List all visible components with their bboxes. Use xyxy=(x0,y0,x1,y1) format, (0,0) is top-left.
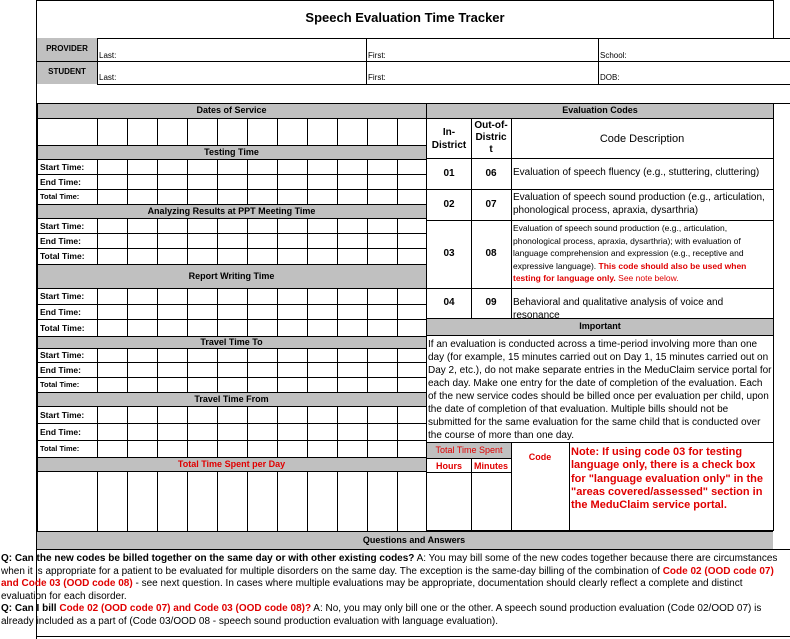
qa-header: Questions and Answers xyxy=(362,535,466,545)
time-cell[interactable] xyxy=(278,249,307,264)
time-cell[interactable] xyxy=(188,441,217,457)
row-label-start: Start Time: xyxy=(40,350,85,360)
code-description xyxy=(513,222,772,285)
page-title: Speech Evaluation Time Tracker xyxy=(305,10,505,25)
time-cell[interactable] xyxy=(98,378,127,392)
col-out-district: Out-of- Distric t xyxy=(474,120,508,155)
time-cell[interactable] xyxy=(158,349,187,362)
time-cell[interactable] xyxy=(278,160,307,174)
time-cell[interactable] xyxy=(368,441,397,457)
important-header: Important xyxy=(579,321,621,331)
time-cell[interactable] xyxy=(218,289,247,304)
code-description: Evaluation of speech sound production (e.g., articulation, phonological process, apraxia, dysarthria) xyxy=(513,192,765,216)
time-cell[interactable] xyxy=(98,289,127,304)
report-writing-header: Report Writing Time xyxy=(188,271,275,281)
row-label-total: Total Time: xyxy=(40,379,80,389)
code-description: Behavioral and qualitative analysis of voice and resonance xyxy=(513,297,724,321)
time-cell[interactable] xyxy=(218,219,247,233)
time-cell[interactable] xyxy=(218,305,247,319)
time-cell[interactable] xyxy=(308,424,337,440)
time-cell[interactable] xyxy=(188,424,217,440)
grid-line xyxy=(367,118,368,145)
time-cell[interactable] xyxy=(248,363,277,377)
time-cell[interactable] xyxy=(158,190,187,204)
row-label-end: End Time: xyxy=(40,176,81,187)
time-cell[interactable] xyxy=(368,219,397,233)
grid-line xyxy=(217,471,218,531)
time-cell[interactable] xyxy=(308,289,337,304)
time-cell[interactable] xyxy=(248,378,277,392)
student-first-field[interactable]: First: xyxy=(368,73,386,82)
grid-line xyxy=(307,471,308,531)
time-cell[interactable] xyxy=(308,234,337,248)
time-cell[interactable] xyxy=(188,407,217,423)
time-cell[interactable] xyxy=(278,407,307,423)
grid-line xyxy=(397,471,398,531)
grid-line xyxy=(37,104,38,532)
student-last-field[interactable]: Last: xyxy=(99,73,117,82)
code-out-district: 09 xyxy=(485,297,497,308)
time-cell[interactable] xyxy=(128,234,157,248)
time-cell[interactable] xyxy=(128,249,157,264)
time-cell[interactable] xyxy=(98,363,127,377)
time-cell[interactable] xyxy=(188,160,217,174)
grid-line xyxy=(397,233,398,248)
time-cell[interactable] xyxy=(188,305,217,319)
time-cell[interactable] xyxy=(368,320,397,336)
grid-line xyxy=(426,288,773,289)
time-cell[interactable] xyxy=(218,160,247,174)
grid-line xyxy=(37,204,426,205)
grid-line xyxy=(367,471,368,531)
time-cell[interactable] xyxy=(308,378,337,392)
time-cell[interactable] xyxy=(278,320,307,336)
time-cell[interactable] xyxy=(338,407,367,423)
time-cell[interactable] xyxy=(368,363,397,377)
total-spent-header: Total Time Spent per Day xyxy=(177,459,286,469)
time-cell[interactable] xyxy=(338,441,367,457)
grid-line xyxy=(397,440,398,457)
time-cell[interactable] xyxy=(98,320,127,336)
time-cell[interactable] xyxy=(98,219,127,233)
analyzing-header: Analyzing Results at PPT Meeting Time xyxy=(147,206,316,216)
grid-line xyxy=(157,471,158,531)
time-cell[interactable] xyxy=(158,305,187,319)
time-cell[interactable] xyxy=(338,363,367,377)
grid-line xyxy=(397,174,398,189)
time-cell[interactable] xyxy=(248,305,277,319)
time-cell[interactable] xyxy=(98,175,127,189)
grid-line xyxy=(397,159,398,174)
time-cell[interactable] xyxy=(278,289,307,304)
provider-first-field[interactable]: First: xyxy=(368,51,386,60)
grid-line xyxy=(397,406,398,423)
time-cell[interactable] xyxy=(308,305,337,319)
a2-text: A: No, you may only bill one or the other. A speech sound production evaluation (Code 02/OOD 07) is already included as a part of (Code 03/OOD 08 - speech sound production evaluation with language evaluation). xyxy=(1,603,762,627)
a1-red-text: Code 02 (OOD code 07) and Code 03 (OOD code 08) xyxy=(1,565,774,589)
travel-to-header: Travel Time To xyxy=(200,337,263,347)
time-cell[interactable] xyxy=(338,349,367,362)
form-page xyxy=(1,0,790,639)
dates-of-service-header: Dates of Service xyxy=(196,105,267,115)
grid-line xyxy=(277,471,278,531)
time-cell[interactable] xyxy=(368,378,397,392)
time-cell[interactable] xyxy=(308,249,337,264)
time-cell[interactable] xyxy=(248,175,277,189)
time-cell[interactable] xyxy=(248,219,277,233)
time-cell[interactable] xyxy=(158,378,187,392)
time-cell[interactable] xyxy=(368,234,397,248)
time-cell[interactable] xyxy=(158,219,187,233)
grid-line xyxy=(397,248,398,264)
total-time-spent-label: Total Time Spent xyxy=(435,445,503,455)
code-in-district: 04 xyxy=(443,297,455,308)
a1-text-a: A: You may bill some of the new codes together because there are circumstances when it is appropriate for a patient to be evaluated for multiple disorders on the same day. The exception is the same-day billing of the combination of xyxy=(1,553,778,577)
evaluation-codes-header: Evaluation Codes xyxy=(562,105,638,115)
time-cell[interactable] xyxy=(98,349,127,362)
time-cell[interactable] xyxy=(278,441,307,457)
time-cell[interactable] xyxy=(338,305,367,319)
time-cell[interactable] xyxy=(188,190,217,204)
time-cell[interactable] xyxy=(128,190,157,204)
important-text: If an evaluation is conducted across a time-period involving more than one day (for example, 15 minutes carried out on Day 1, 15 minutes carried out on Day 2, etc.), do not make separate entries in the MeduClaim service portal for each day. Make one entry for the date of completion of the evaluation. Each of the new service codes should be billed once per evaluation per child, upon the date of completion of that evaluation. Multiple bills should not be submitted for the same evaluation for the same child that is conducted over the course of more than one day. xyxy=(428,339,772,441)
time-cell[interactable] xyxy=(98,305,127,319)
time-cell[interactable] xyxy=(248,320,277,336)
code-in-district: 01 xyxy=(443,167,455,179)
grid-line xyxy=(337,471,338,531)
a1-text-b: - see next question. In cases where multiple evaluations may be appropriate, documentation should clearly reflect a complete and distinct evaluation for each disorder. xyxy=(1,578,743,602)
col-in-district: In- District xyxy=(431,127,467,151)
time-cell[interactable] xyxy=(158,175,187,189)
time-cell[interactable] xyxy=(338,320,367,336)
grid-line xyxy=(97,118,98,145)
time-cell[interactable] xyxy=(218,349,247,362)
grid-line xyxy=(397,377,398,392)
row-label-end: End Time: xyxy=(40,364,81,375)
time-cell[interactable] xyxy=(248,407,277,423)
time-cell[interactable] xyxy=(248,249,277,264)
grid-line xyxy=(37,392,426,393)
grid-line xyxy=(37,336,426,337)
q2-text-a: Q: Can I bill xyxy=(1,603,60,614)
grid-line xyxy=(187,118,188,145)
time-cell[interactable] xyxy=(368,349,397,362)
time-cell[interactable] xyxy=(218,441,247,457)
time-cell[interactable] xyxy=(338,175,367,189)
time-cell[interactable] xyxy=(128,289,157,304)
time-cell[interactable] xyxy=(188,349,217,362)
grid-line xyxy=(277,118,278,145)
provider-label: PROVIDER xyxy=(46,44,88,53)
qa-question-1 xyxy=(1,553,786,603)
time-cell[interactable] xyxy=(278,219,307,233)
time-cell[interactable] xyxy=(338,289,367,304)
student-label: STUDENT xyxy=(48,67,86,76)
grid-line xyxy=(127,471,128,531)
time-cell[interactable] xyxy=(368,175,397,189)
time-cell[interactable] xyxy=(218,363,247,377)
grid-line xyxy=(247,471,248,531)
grid-line xyxy=(187,471,188,531)
grid-line xyxy=(37,145,426,146)
col-code-description: Code Description xyxy=(599,133,685,145)
row-label-end: End Time: xyxy=(40,235,81,246)
time-cell[interactable] xyxy=(158,160,187,174)
time-cell[interactable] xyxy=(338,249,367,264)
time-cell[interactable] xyxy=(308,363,337,377)
time-cell[interactable] xyxy=(368,249,397,264)
row-label-total: Total Time: xyxy=(40,443,80,453)
time-cell[interactable] xyxy=(188,363,217,377)
time-cell[interactable] xyxy=(128,349,157,362)
time-cell[interactable] xyxy=(368,160,397,174)
time-cell[interactable] xyxy=(248,349,277,362)
time-cell[interactable] xyxy=(98,441,127,457)
time-cell[interactable] xyxy=(128,175,157,189)
time-cell[interactable] xyxy=(188,175,217,189)
time-cell[interactable] xyxy=(128,305,157,319)
time-cell[interactable] xyxy=(98,407,127,423)
time-cell[interactable] xyxy=(278,378,307,392)
row-label-start: Start Time: xyxy=(40,161,85,172)
time-cell[interactable] xyxy=(218,175,247,189)
time-cell[interactable] xyxy=(248,441,277,457)
testing-time-header: Testing Time xyxy=(204,147,259,157)
note-text: Note: If using code 03 for testing language only, there is a check box for "language evaluation only" in the "areas covered/assessed" section in the MeduClaim service portal. xyxy=(571,446,763,512)
time-cell[interactable] xyxy=(338,234,367,248)
student-dob-field[interactable]: DOB: xyxy=(600,73,620,82)
time-cell[interactable] xyxy=(218,424,247,440)
code-label: Code xyxy=(528,452,552,462)
time-cell[interactable] xyxy=(128,320,157,336)
time-cell[interactable] xyxy=(218,190,247,204)
row-label-start: Start Time: xyxy=(40,291,85,301)
time-cell[interactable] xyxy=(338,378,367,392)
time-cell[interactable] xyxy=(188,219,217,233)
time-cell[interactable] xyxy=(248,160,277,174)
time-cell[interactable] xyxy=(128,407,157,423)
grid-line xyxy=(397,304,398,319)
q2-red-text: Code 02 (OOD code 07) and Code 03 (OOD code 08)? xyxy=(59,603,312,614)
time-cell[interactable] xyxy=(188,378,217,392)
time-cell[interactable] xyxy=(338,160,367,174)
time-cell[interactable] xyxy=(128,441,157,457)
time-cell[interactable] xyxy=(368,305,397,319)
provider-last-field[interactable]: Last: xyxy=(99,51,117,60)
grid-line xyxy=(157,118,158,145)
time-cell[interactable] xyxy=(278,349,307,362)
time-cell[interactable] xyxy=(308,160,337,174)
grid-line xyxy=(426,189,773,190)
grid-line xyxy=(337,118,338,145)
grid-line xyxy=(397,319,398,336)
time-cell[interactable] xyxy=(158,407,187,423)
qa-question-2 xyxy=(1,603,786,628)
minutes-label: Minutes xyxy=(473,461,508,471)
code-description-see-note: See note below. xyxy=(615,273,679,283)
time-cell[interactable] xyxy=(158,234,187,248)
time-cell[interactable] xyxy=(188,249,217,264)
code-description-note: This code should also be used when testing for language only. xyxy=(513,260,747,283)
grid-line xyxy=(97,471,98,531)
time-cell[interactable] xyxy=(158,320,187,336)
code-out-district: 08 xyxy=(485,248,497,259)
time-cell[interactable] xyxy=(278,190,307,204)
time-cell[interactable] xyxy=(128,424,157,440)
time-cell[interactable] xyxy=(128,160,157,174)
time-cell[interactable] xyxy=(308,349,337,362)
time-cell[interactable] xyxy=(308,175,337,189)
time-cell[interactable] xyxy=(278,175,307,189)
grid-line xyxy=(397,423,398,440)
provider-school-field[interactable]: School: xyxy=(600,51,627,60)
time-cell[interactable] xyxy=(368,424,397,440)
time-cell[interactable] xyxy=(218,249,247,264)
time-cell[interactable] xyxy=(338,424,367,440)
code-description: Evaluation of speech fluency (e.g., stuttering, cluttering) xyxy=(513,167,760,178)
time-cell[interactable] xyxy=(368,289,397,304)
row-label-total: Total Time: xyxy=(40,191,80,201)
grid-line xyxy=(37,264,426,265)
row-label-start: Start Time: xyxy=(40,409,85,420)
time-cell[interactable] xyxy=(128,363,157,377)
time-cell[interactable] xyxy=(188,234,217,248)
grid-line xyxy=(397,218,398,233)
row-label-total: Total Time: xyxy=(40,322,85,333)
grid-line xyxy=(397,288,398,304)
time-cell[interactable] xyxy=(128,378,157,392)
time-cell[interactable] xyxy=(248,234,277,248)
code-out-district: 07 xyxy=(485,198,497,210)
grid-line xyxy=(397,118,398,145)
grid-line xyxy=(397,362,398,377)
time-cell[interactable] xyxy=(278,234,307,248)
row-label-total: Total Time: xyxy=(40,251,85,261)
row-label-start: Start Time: xyxy=(40,220,85,231)
time-cell[interactable] xyxy=(338,219,367,233)
time-cell[interactable] xyxy=(248,289,277,304)
q1-text: Q: Can the new codes be billed together on the same day or with other existing codes? xyxy=(1,553,415,564)
time-cell[interactable] xyxy=(188,320,217,336)
time-cell[interactable] xyxy=(158,363,187,377)
time-cell[interactable] xyxy=(278,363,307,377)
time-cell[interactable] xyxy=(308,190,337,204)
time-cell[interactable] xyxy=(218,320,247,336)
time-cell[interactable] xyxy=(98,424,127,440)
row-label-end: End Time: xyxy=(40,306,81,317)
time-cell[interactable] xyxy=(248,424,277,440)
grid-line xyxy=(37,457,426,458)
time-cell[interactable] xyxy=(98,249,127,264)
time-cell[interactable] xyxy=(218,407,247,423)
time-cell[interactable] xyxy=(158,424,187,440)
grid-line xyxy=(397,348,398,362)
code-in-district: 03 xyxy=(443,248,455,259)
time-cell[interactable] xyxy=(158,289,187,304)
time-cell[interactable] xyxy=(98,190,127,204)
grid-line xyxy=(397,189,398,204)
time-cell[interactable] xyxy=(98,234,127,248)
time-cell[interactable] xyxy=(128,219,157,233)
time-cell[interactable] xyxy=(278,305,307,319)
time-cell[interactable] xyxy=(218,378,247,392)
time-cell[interactable] xyxy=(218,234,247,248)
grid-line xyxy=(247,118,248,145)
row-label-end: End Time: xyxy=(40,426,81,437)
time-cell[interactable] xyxy=(368,407,397,423)
time-cell[interactable] xyxy=(158,249,187,264)
time-cell[interactable] xyxy=(308,441,337,457)
code-description-text: Evaluation of speech sound production (e.g., articulation, phonological process, apraxia, dysarthria); with evaluation of language comprehension and expression (e.g., receptive and expressive language). xyxy=(513,223,744,271)
time-cell[interactable] xyxy=(158,441,187,457)
grid-line xyxy=(127,118,128,145)
time-cell[interactable] xyxy=(368,190,397,204)
time-cell[interactable] xyxy=(188,289,217,304)
time-cell[interactable] xyxy=(278,424,307,440)
time-cell[interactable] xyxy=(308,407,337,423)
time-cell[interactable] xyxy=(248,190,277,204)
travel-from-header: Travel Time From xyxy=(194,394,269,404)
grid-line xyxy=(426,220,773,221)
time-cell[interactable] xyxy=(308,320,337,336)
time-cell[interactable] xyxy=(338,190,367,204)
grid-line xyxy=(307,118,308,145)
grid-line xyxy=(217,118,218,145)
code-out-district: 06 xyxy=(485,167,497,179)
hours-label: Hours xyxy=(435,461,462,471)
time-cell[interactable] xyxy=(98,160,127,174)
code-in-district: 02 xyxy=(443,198,455,210)
time-cell[interactable] xyxy=(308,219,337,233)
